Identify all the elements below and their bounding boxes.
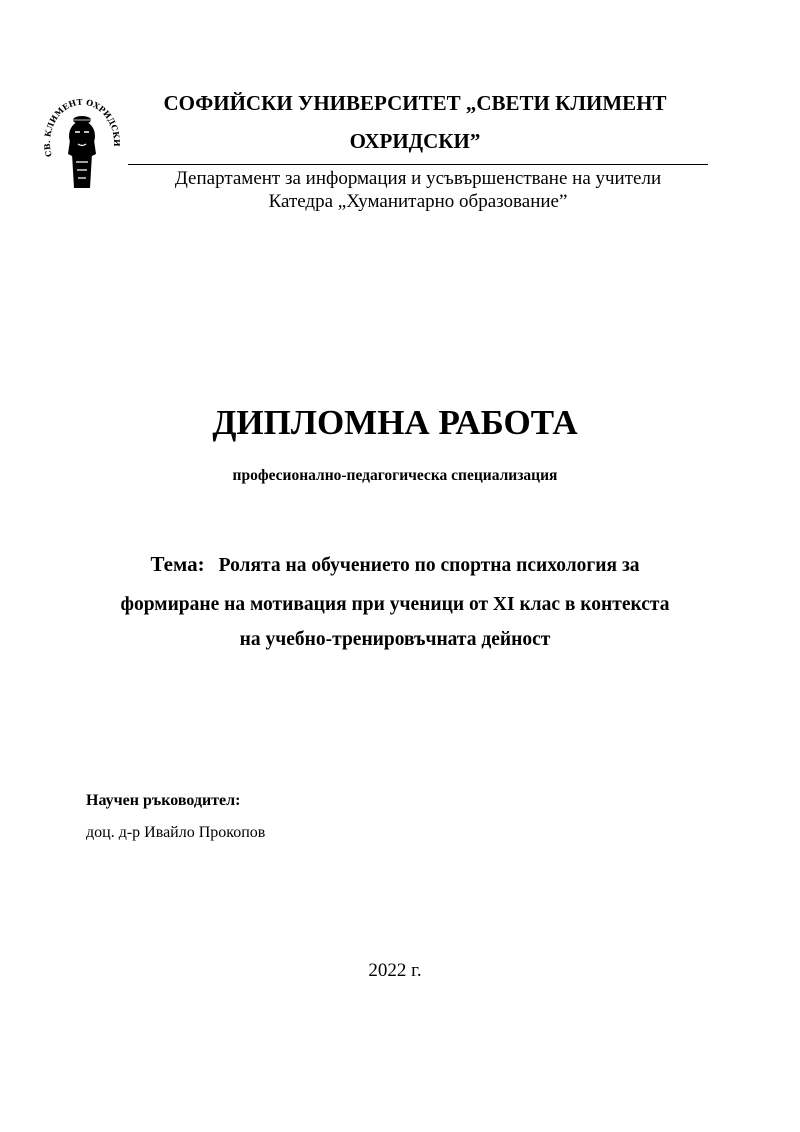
supervisor-name: доц. д-р Ивайло Прокопов bbox=[86, 824, 266, 841]
topic-line-2: формиране на мотивация при ученици от XI клас в контекста bbox=[120, 594, 670, 615]
university-seal-icon bbox=[40, 96, 124, 192]
chair-name: Катедра „Хуманитарно образование” bbox=[268, 191, 568, 212]
university-name-line1: СОФИЙСКИ УНИВЕРСИТЕТ „СВЕТИ КЛИМЕНТ bbox=[163, 91, 667, 115]
document-title: ДИПЛОМНА РАБОТА bbox=[212, 403, 578, 442]
supervisor-label: Научен ръководител: bbox=[86, 792, 241, 809]
document-year: 2022 г. bbox=[368, 960, 422, 981]
department-name: Департамент за информация и усъвършенстване на учители bbox=[174, 168, 662, 189]
topic-line-1 bbox=[0, 549, 790, 581]
university-seal-logo bbox=[40, 96, 124, 192]
document-subtitle: професионално-педагогическа специализация bbox=[232, 467, 558, 484]
topic-line-3: на учебно-тренировъчната дейност bbox=[239, 629, 551, 650]
header-divider bbox=[128, 164, 708, 165]
topic-label: Тема: bbox=[150, 552, 205, 576]
university-name-line2: ОХРИДСКИ” bbox=[349, 129, 481, 153]
topic-text-line1: Ролята на обучението по спортна психология за bbox=[218, 555, 640, 576]
seal-inscription: СВ. КЛИМЕНТ ОХРИДСКИ bbox=[41, 96, 123, 158]
